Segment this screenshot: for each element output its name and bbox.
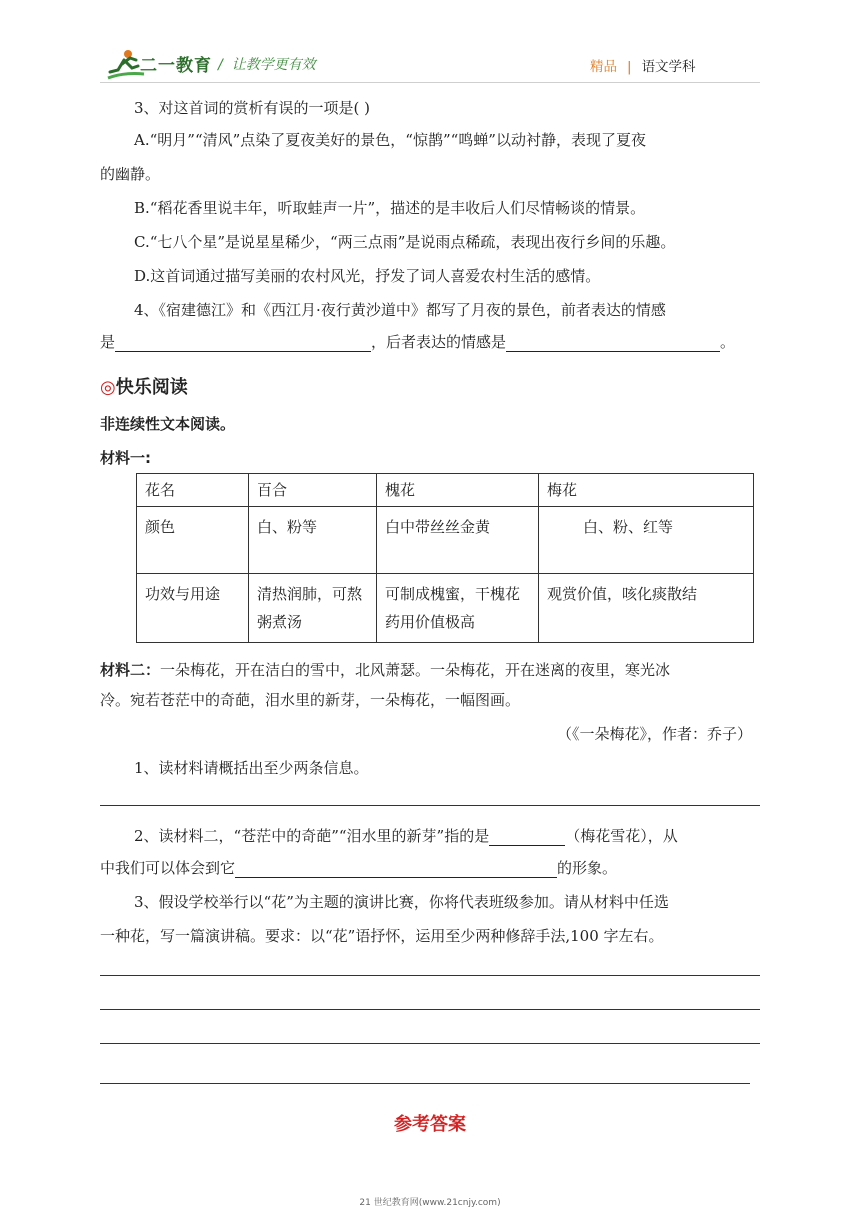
q3-stem: 3、对这首词的赏析有误的一项是( ): [134, 99, 371, 117]
table-cell: 功效与用途: [137, 574, 249, 643]
table-cell: 观赏价值，咳化痰散结: [539, 574, 754, 643]
material2-label: 材料二：: [100, 661, 161, 679]
table-cell: 白、粉、红等: [539, 507, 754, 574]
material2-source: （《一朵梅花》，作者：乔子）: [556, 725, 752, 743]
question-3: 3、假设学校举行以“花”为主题的演讲比赛，你将代表班级参加。请从材料中任选: [134, 893, 669, 911]
answer-line[interactable]: [100, 1083, 750, 1084]
table-cell: 可制成槐蜜，干槐花药用价值极高: [377, 574, 539, 643]
table-cell: 颜色: [137, 507, 249, 574]
footer-text: 21 世纪教育网(www.21cnjy.com): [359, 1198, 501, 1208]
q2-blank-2[interactable]: [235, 861, 557, 878]
material2-para: 材料二：一朵梅花，开在洁白的雪中，北风萧瑟。一朵梅花，开在迷离的夜里，寒光冰: [100, 661, 671, 679]
table-row: [137, 474, 754, 507]
question-2-cont: 中我们可以体会到它 的形象。: [100, 859, 618, 877]
table-cell: 槐花: [377, 474, 539, 507]
material1-label: 材料一:: [100, 449, 151, 467]
table-cell: 梅花: [539, 474, 754, 507]
table-cell: 白中带丝丝金黄: [377, 507, 539, 574]
answer-line[interactable]: [100, 805, 760, 806]
question-3-cont: 一种花，写一篇演讲稿。要求：以“花”语抒怀，运用至少两种修辞手法,100 字左右。: [100, 927, 664, 945]
header-divider: [100, 82, 760, 83]
q3-option-d: D.这首词通过描写美丽的农村风光，抒发了词人喜爱农村生活的感情。: [134, 267, 601, 285]
table-cell: 白、粉等: [249, 507, 377, 574]
q3-option-a-cont: 的幽静。: [100, 165, 161, 183]
header-subject: 精品 | 语文学科: [590, 59, 696, 75]
section-title: ◎快乐阅读: [100, 377, 188, 398]
answer-line[interactable]: [100, 1009, 760, 1010]
q4-blank-1[interactable]: [115, 335, 371, 352]
q4-stem: 4、《宿建德江》和《西江月·夜行黄沙道中》都写了月夜的景色，前者表达的情感: [134, 301, 666, 319]
q3-option-b: B.“稻花香里说丰年，听取蛙声一片”，描述的是丰收后人们尽情畅谈的情景。: [134, 199, 646, 217]
flower-table: [136, 473, 754, 643]
question-1: 1、读材料请概括出至少两条信息。: [134, 759, 369, 777]
material2-para-cont: 冷。宛若苍茫中的奇葩，泪水里的新芽，一朵梅花，一幅图画。: [100, 691, 521, 709]
table-cell: 花名: [137, 474, 249, 507]
header-slogan: / 让教学更有效: [218, 57, 316, 73]
answer-line[interactable]: [100, 1043, 760, 1044]
subject-label: 语文学科: [641, 59, 696, 75]
answer-line[interactable]: [100, 975, 760, 976]
logo-text: 二一教育: [140, 56, 212, 76]
q2-blank-1[interactable]: [489, 829, 565, 846]
q3-option-c: C.“七八个星”是说星星稀少，“两三点雨”是说雨点稀疏，表现出夜行乡间的乐趣。: [134, 233, 676, 251]
q4-answer-line: 是 ，后者表达的情感是 。: [100, 333, 736, 351]
reading-subhead: 非连续性文本阅读。: [100, 415, 236, 433]
q4-blank-2[interactable]: [506, 335, 720, 352]
table-row: [137, 574, 754, 643]
q3-option-a: A.“明月”“清风”点染了夏夜美好的景色，“惊鹊”“鸣蝉”以动衬静，表现了夏夜: [134, 131, 646, 149]
question-2: 2、读材料二，“苍茫中的奇葩”“泪水里的新芽”指的是 （梅花雪花），从: [134, 827, 678, 845]
premium-tag: 精品: [590, 59, 617, 75]
table-cell: 百合: [249, 474, 377, 507]
table-row: [137, 507, 754, 574]
answer-title: 参考答案: [394, 1114, 466, 1135]
table-cell: 清热润肺，可熬粥煮汤: [249, 574, 377, 643]
